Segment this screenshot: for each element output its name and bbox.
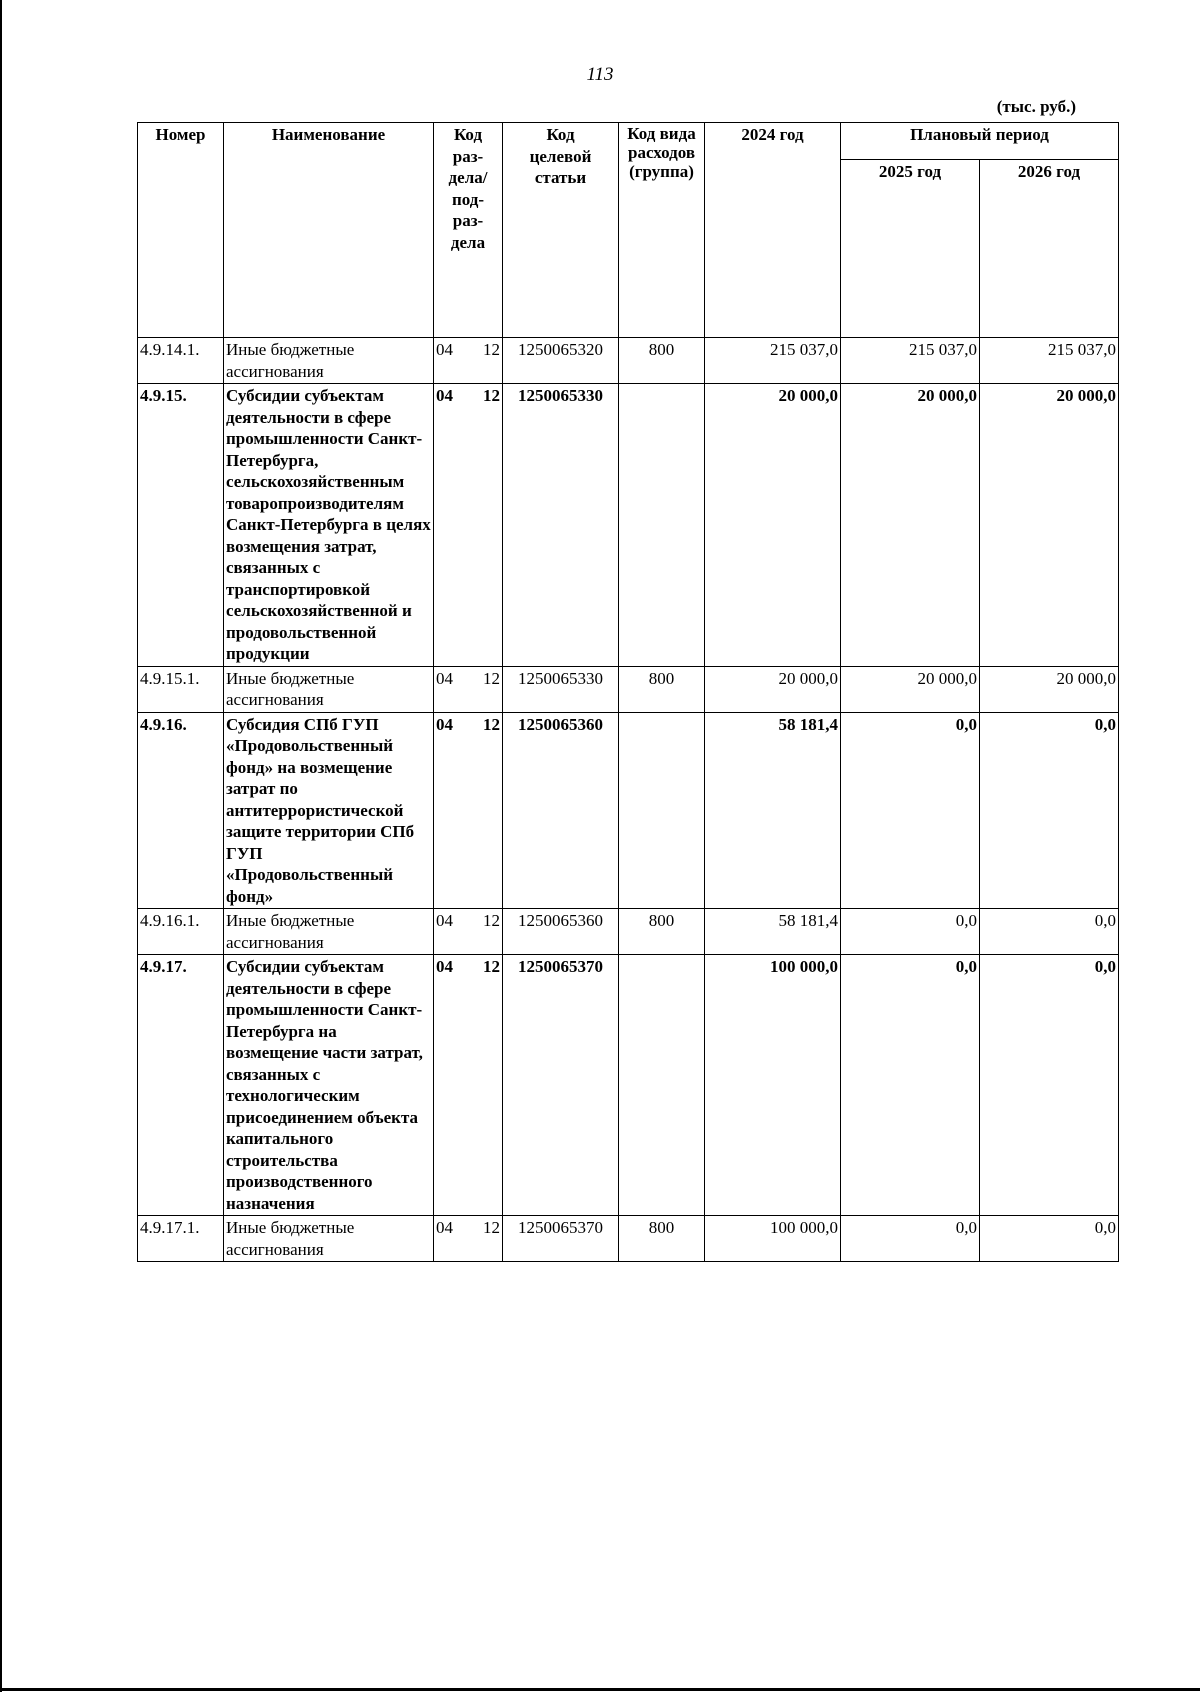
- row-name: Иные бюджетные ассигнования: [224, 1216, 434, 1262]
- row-name: Иные бюджетные ассигнования: [224, 666, 434, 712]
- table-row: [138, 909, 1119, 955]
- row-section: 04: [436, 668, 453, 688]
- budget-table: [137, 122, 1119, 1262]
- units-label: (тыс. руб.): [996, 97, 1076, 116]
- row-expense-kind: [619, 712, 705, 909]
- header-year-2024: 2024 год: [705, 123, 841, 338]
- row-section: 04: [436, 911, 453, 930]
- table-row: [138, 712, 1119, 909]
- row-target-code: 1250065330: [503, 384, 619, 667]
- row-target-code: 1250065370: [503, 955, 619, 1216]
- row-subsection: 12: [483, 911, 500, 930]
- row-section-code: [434, 712, 503, 909]
- row-name: Субсидия СПб ГУП «Продовольственный фонд» на возмещение затрат по антитеррористической защите территории СПб ГУП «Продовольственный фонд»: [224, 712, 434, 909]
- row-amount-2025: 215 037,0: [841, 338, 980, 384]
- row-amount-2024: 100 000,0: [705, 1216, 841, 1262]
- row-section-code: [434, 384, 503, 667]
- row-subsection: 12: [483, 957, 500, 976]
- row-amount-2024: 58 181,4: [705, 909, 841, 955]
- row-number: 4.9.17.: [138, 955, 224, 1216]
- row-amount-2025: 0,0: [841, 955, 980, 1216]
- row-number: 4.9.15.: [138, 384, 224, 667]
- header-name: Наименование: [224, 123, 434, 338]
- row-name: Иные бюджетные ассигнования: [224, 338, 434, 384]
- header-section-line: дела: [450, 232, 486, 252]
- row-expense-kind: [619, 955, 705, 1216]
- row-amount-2025: 0,0: [841, 909, 980, 955]
- header-target-line: целевой: [529, 146, 592, 166]
- row-section-code: [434, 338, 503, 384]
- row-amount-2025: 20 000,0: [841, 666, 980, 712]
- header-year-2026: 2026 год: [980, 160, 1119, 338]
- page-frame-left: [0, 0, 2, 1692]
- header-section-line: под-: [451, 189, 485, 209]
- header-number: Номер: [138, 123, 224, 338]
- page-frame-bottom: [0, 1688, 1200, 1691]
- row-section-code: [434, 955, 503, 1216]
- row-amount-2026: 20 000,0: [980, 666, 1119, 712]
- row-amount-2026: 0,0: [980, 955, 1119, 1216]
- row-amount-2025: 0,0: [841, 712, 980, 909]
- header-section-line: дела/: [448, 168, 488, 187]
- header-kind-line: Код вида: [627, 124, 696, 143]
- row-amount-2024: 20 000,0: [705, 666, 841, 712]
- row-expense-kind: 800: [619, 338, 705, 384]
- table-row: [138, 666, 1119, 712]
- row-amount-2026: 0,0: [980, 712, 1119, 909]
- header-target-code: [503, 123, 619, 338]
- header-plan-period: Плановый период: [841, 123, 1119, 160]
- row-target-code: 1250065360: [503, 909, 619, 955]
- row-amount-2024: 100 000,0: [705, 955, 841, 1216]
- row-amount-2026: 0,0: [980, 1216, 1119, 1262]
- row-subsection: 12: [483, 340, 500, 359]
- row-subsection: 12: [483, 386, 500, 405]
- page-number: 113: [586, 64, 614, 85]
- table-row: [138, 384, 1119, 667]
- header-section-line: раз-: [452, 146, 484, 166]
- header-year-2025: 2025 год: [841, 160, 980, 338]
- row-target-code: 1250065370: [503, 1216, 619, 1262]
- header-kind-line: (группа): [629, 162, 694, 181]
- row-section-code: [434, 666, 503, 712]
- row-expense-kind: [619, 384, 705, 667]
- row-expense-kind: 800: [619, 909, 705, 955]
- row-subsection: 12: [483, 1218, 500, 1237]
- header-expense-kind: [619, 123, 705, 338]
- row-name: Субсидии субъектам деятельности в сфере промышленности Санкт-Петербурга, сельскохозяйственным товаропроизводителям Санкт-Петербурга в целях возмещения затрат, связанных с транспортировкой сельскохозяйственной и продовольственной продукции: [224, 384, 434, 667]
- row-section-code: [434, 909, 503, 955]
- table-row: [138, 955, 1119, 1216]
- row-section: 04: [436, 714, 453, 734]
- row-name: Субсидии субъектам деятельности в сфере промышленности Санкт-Петербурга на возмещение части затрат, связанных с технологическим присоединением объекта капитального строительства производственного назначения: [224, 955, 434, 1216]
- header-target-line: статьи: [534, 168, 587, 187]
- row-subsection: 12: [483, 668, 500, 688]
- row-expense-kind: 800: [619, 1216, 705, 1262]
- row-amount-2025: 0,0: [841, 1216, 980, 1262]
- row-amount-2024: 20 000,0: [705, 384, 841, 667]
- row-number: 4.9.15.1.: [138, 666, 224, 712]
- row-amount-2026: 20 000,0: [980, 384, 1119, 667]
- row-section: 04: [436, 340, 453, 359]
- row-target-code: 1250065360: [503, 712, 619, 909]
- row-number: 4.9.17.1.: [138, 1216, 224, 1262]
- row-section-code: [434, 1216, 503, 1262]
- row-number: 4.9.16.1.: [138, 909, 224, 955]
- header-target-line: Код: [546, 125, 575, 144]
- header-kind-line: расходов: [628, 143, 695, 162]
- row-number: 4.9.16.: [138, 712, 224, 909]
- row-amount-2024: 58 181,4: [705, 712, 841, 909]
- table-row: [138, 1216, 1119, 1262]
- row-target-code: 1250065330: [503, 666, 619, 712]
- row-subsection: 12: [483, 714, 500, 734]
- row-section: 04: [436, 957, 453, 976]
- row-number: 4.9.14.1.: [138, 338, 224, 384]
- row-amount-2024: 215 037,0: [705, 338, 841, 384]
- header-section: [434, 123, 503, 338]
- table-row: [138, 338, 1119, 384]
- row-expense-kind: 800: [619, 666, 705, 712]
- row-section: 04: [436, 386, 453, 405]
- row-amount-2026: 215 037,0: [980, 338, 1119, 384]
- table-body: [138, 338, 1119, 1262]
- row-section: 04: [436, 1218, 453, 1237]
- header-section-line: раз-: [452, 211, 484, 230]
- header-section-line: Код: [453, 125, 483, 144]
- row-name: Иные бюджетные ассигнования: [224, 909, 434, 955]
- row-amount-2026: 0,0: [980, 909, 1119, 955]
- row-amount-2025: 20 000,0: [841, 384, 980, 667]
- row-target-code: 1250065320: [503, 338, 619, 384]
